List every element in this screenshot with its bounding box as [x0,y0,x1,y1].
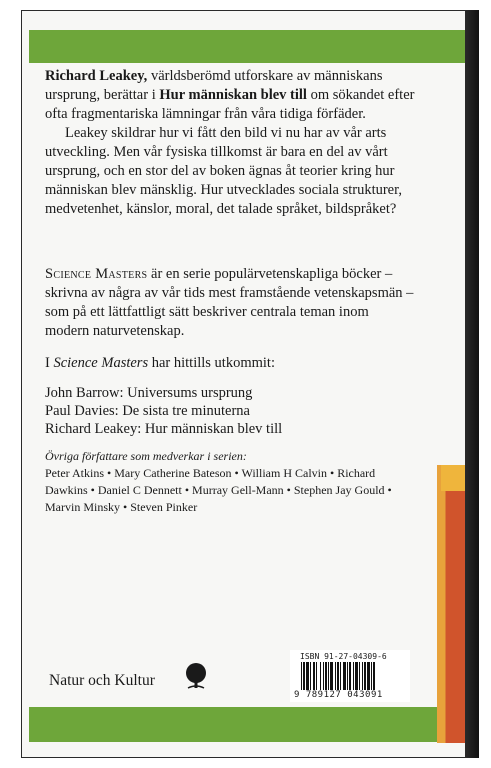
color-strip-top [441,465,465,491]
publisher-name: Natur och Kultur [49,672,155,689]
list-item: Richard Leakey: Hur människan blev till [45,421,283,437]
green-band-bottom [29,707,465,742]
spine-edge [465,10,479,758]
other-authors [45,448,405,516]
list-item: Paul Davies: De sista tre minuterna [45,403,250,419]
tree-icon [182,662,210,690]
series-name-italic: Science Masters [53,355,149,371]
barcode-digits: 9 789127 043091 [294,690,383,700]
list-item: John Barrow: Universums ursprung [45,385,253,401]
green-band-top [29,30,465,63]
author-name: Richard Leakey, [45,68,148,84]
series-name: Science Masters [45,266,148,282]
book-title: Hur människan blev till [159,87,307,103]
isbn: ISBN 91-27-04309-6 [300,652,387,661]
second-paragraph: Leakey skildrar hur vi fått den bild vi nu har av vår arts utveckling. Men vår fysiska tillkomst är bara en del av vårt ursprung, och en stor del av boken ägnas åt teorier kring hur människan blev mänsklig. Hur utvecklades sociala strukturer, medvetenhet, känslor, moral, det talade språket, bildspråket? [45,125,402,217]
published-titles [45,384,415,438]
description-text [45,67,415,219]
other-authors-names: Peter Atkins • Mary Catherine Bateson • William H Calvin • Richard Dawkins • Daniel C Dennett • Murray Gell-Mann • Stephen Jay Gould • Marvin Minsky • Steven Pinker [45,466,392,514]
other-authors-heading: Övriga författare som medverkar i serien: [45,449,247,463]
series-description: Science Masters är en serie populärvetenskapliga böcker – skrivna av några av vår tids mest framstående vetenskapsmän – som på ett lättfattligt sätt beskriver centrala teman inom modern naturvetenskap. [45,266,414,339]
color-strip [437,465,465,743]
barcode-icon [300,662,402,690]
intro-paragraph: Richard Leakey, världsberömd utforskare av människans ursprung, berättar i Hur människan blev till om sökandet efter ofta fragmentariska lämningar från våra tidiga förfäder. [45,68,415,122]
published-intro: I Science Masters har hittills utkommit: [45,355,275,371]
